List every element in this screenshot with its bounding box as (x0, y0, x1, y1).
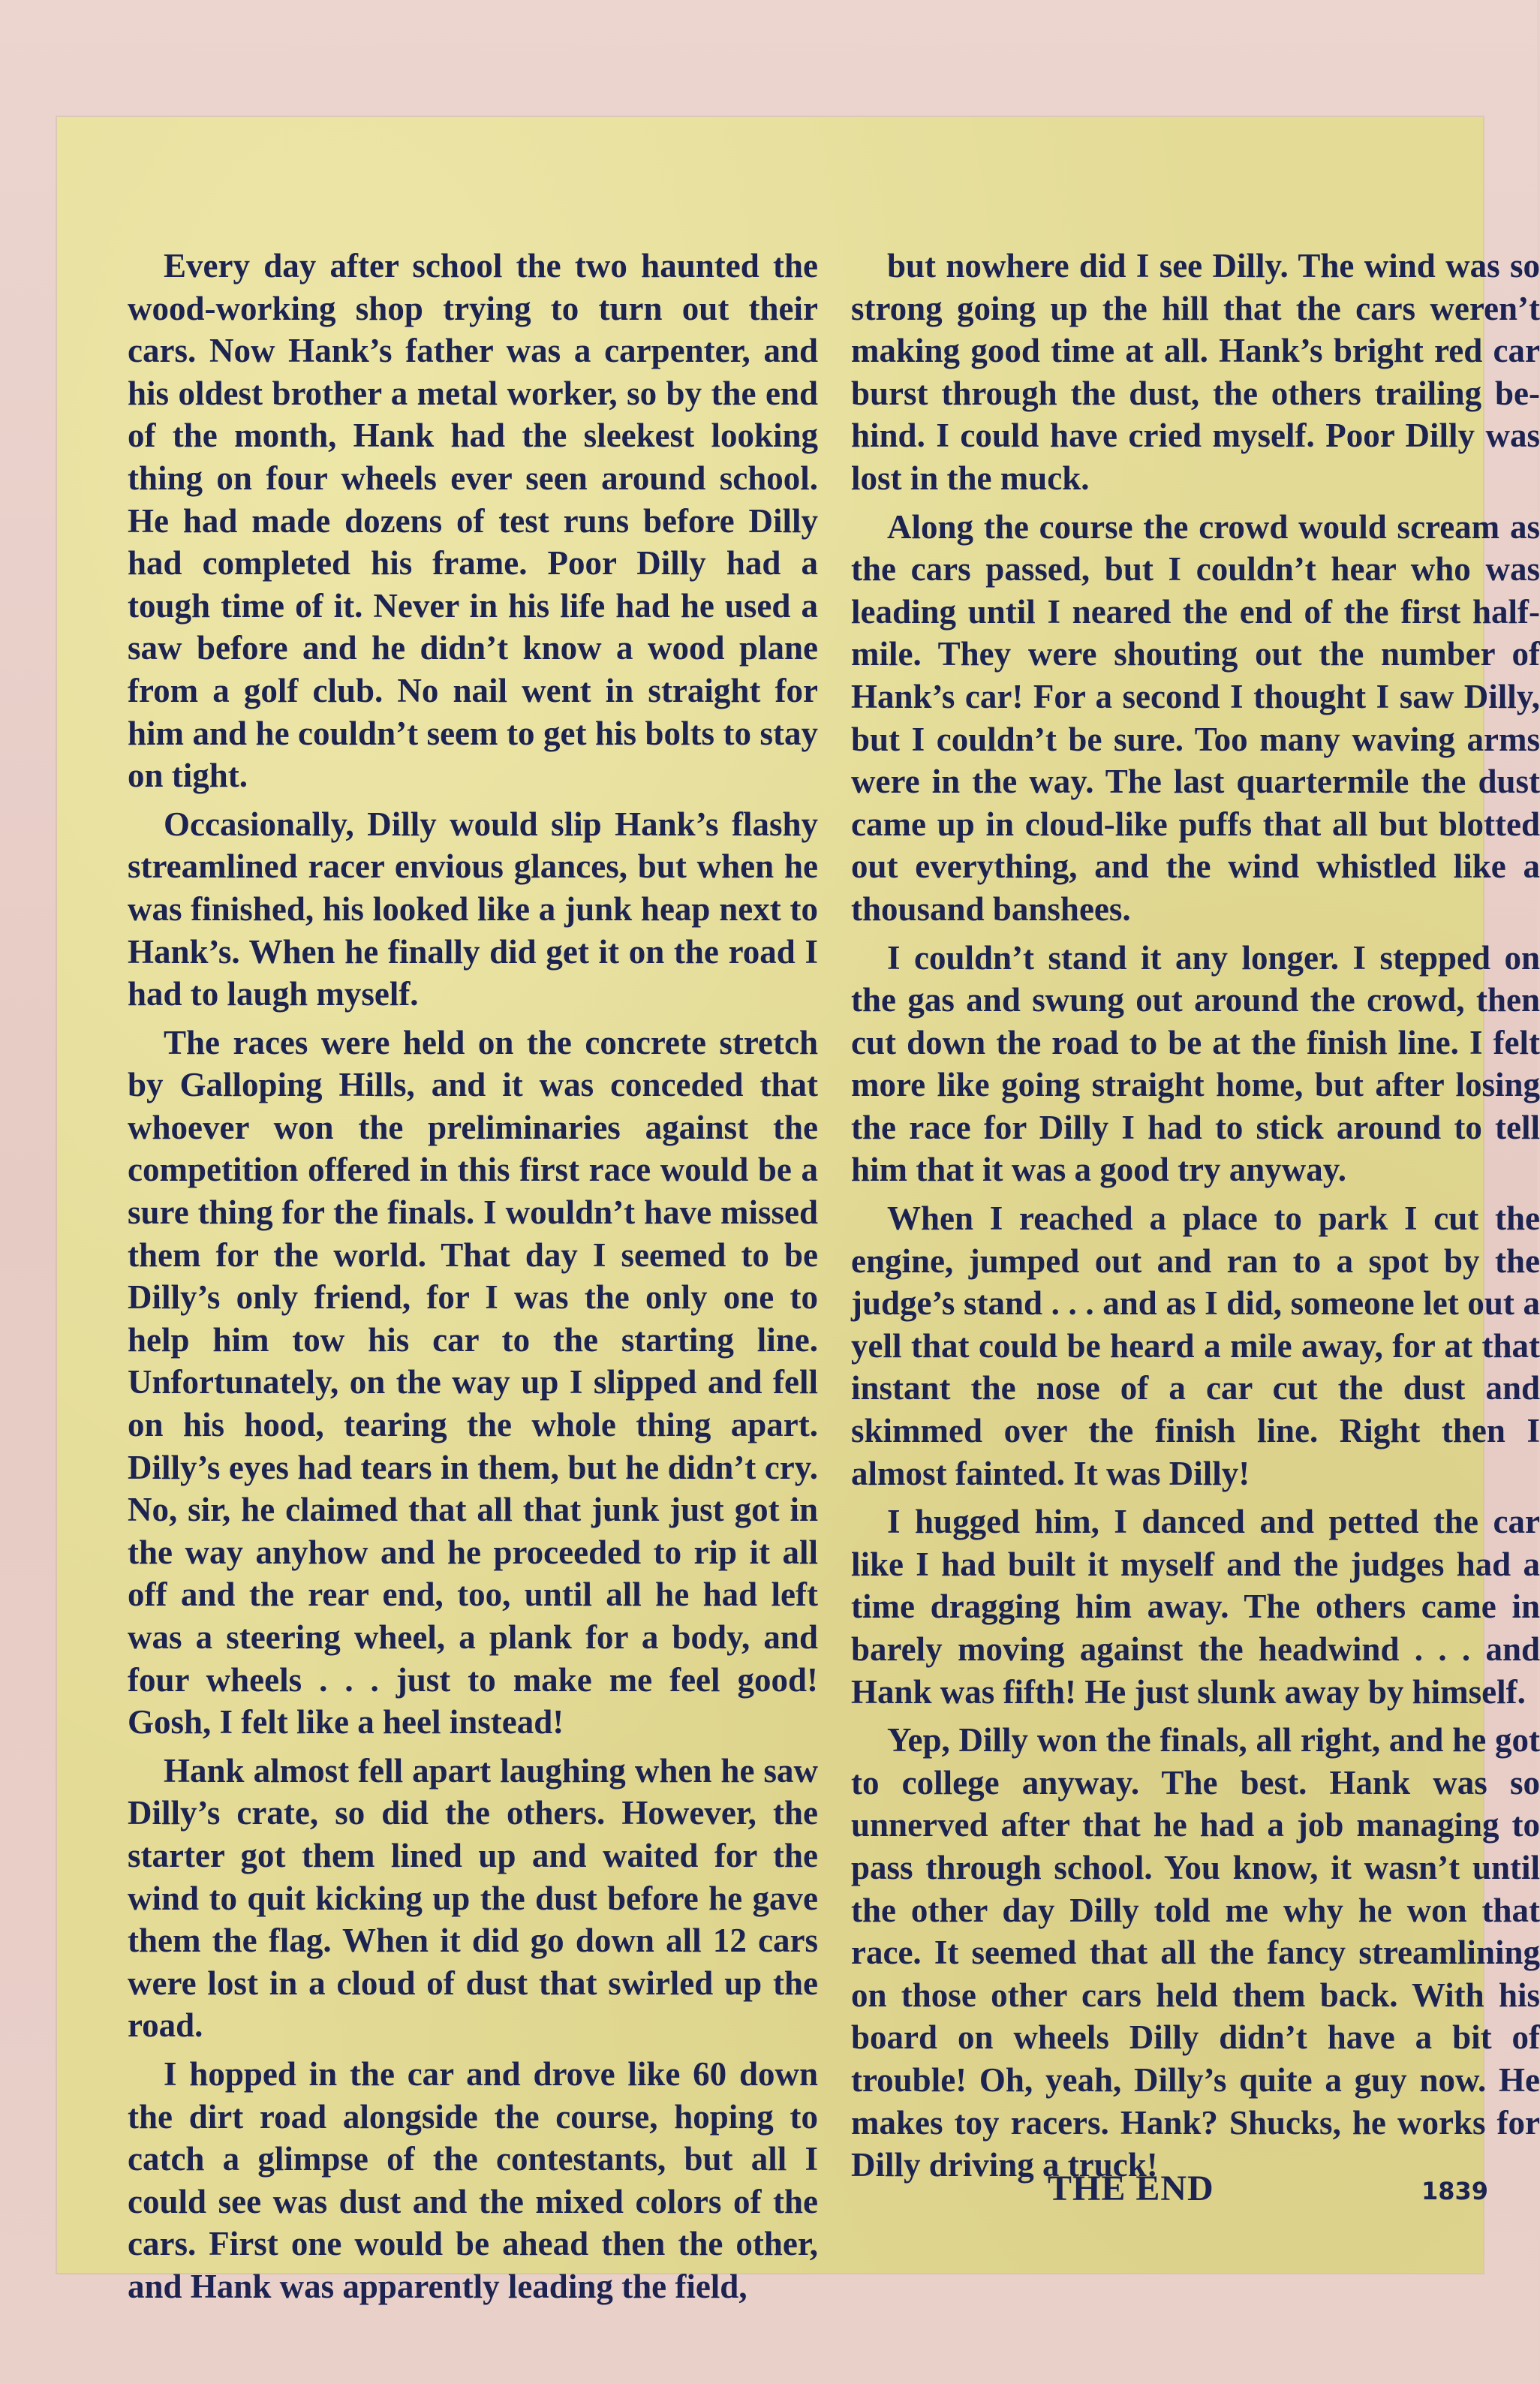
right-column (851, 245, 1540, 2193)
paragraph: I hugged him, I danced and petted the car like I had built it myself and the judges had a time dragging him away. The others came in barely moving against the headwind . . . and Hank was fifth! He just slunk away by himself. (851, 1503, 1540, 1711)
page-number: 1839 (1421, 2177, 1489, 2205)
paragraph: When I reached a place to park I cut the engine, jumped out and ran to a spot by the judge’s stand . . . and as I did, someone let out a yell that could be heard a mile away, for at that instant the nose of a car cut the dust and skimmed over the finish line. Right then I almost fainted. It was Dilly! (851, 1200, 1540, 1492)
left-column (128, 245, 818, 2314)
paragraph: Along the course the crowd would scream as the cars passed, but I couldn’t hear who was leading until I neared the end of the first halfmile. They were shouting out the number of Hank’s car! For a second I thought I saw Dilly, but I couldn’t be sure. Too many waving arms were in the way. The last quartermile the dust came up in cloud-like puffs that all but blotted out everything, and the wind whistled like a thousand banshees. (851, 507, 1540, 928)
paragraph: Hank almost fell apart laughing when he saw Dilly’s crate, so did the others. However, the starter got them lined up and waited for the wind to quit kicking up the dust before he gave them the flag. When it did go down all 12 cars were lost in a cloud of dust that swirled up the road. (128, 1751, 818, 2045)
the-end-label: THE END (1048, 2169, 1214, 2208)
paragraph: Every day after school the two haunted the wood-working shop trying to turn out their cars. Now Hank’s father was a carpenter, and his oldest brother a metal worker, so by the end of the month, Hank had the sleekest looking thing on four wheels ever seen around school. He had made dozens of test runs before Dilly had completed his frame. Poor Dilly had a tough time of it. Never in his life had he used a saw before and he didn’t know a wood plane from a golf club. No nail went in straight for him and he couldn’t seem to get his bolts to stay on tight. (128, 247, 818, 795)
paragraph: I couldn’t stand it any longer. I stepped on the gas and swung out around the crowd, then cut down the road to be at the finish line. I felt more like going straight home, but after losing the race for Dilly I had to stick around to tell him that it was a good try anyway. (851, 938, 1540, 1189)
paragraph: Occasionally, Dilly would slip Hank’s flashy streamlined racer envious glances, but when he was finished, his looked like a junk heap next to Hank’s. When he finally did get it on the road I had to laugh myself. (128, 805, 818, 1013)
text-panel (57, 117, 1540, 2305)
paragraph: I hopped in the car and drove like 60 down the dirt road alongside the course, hoping to catch a glimpse of the contestants, but all I could see was dust and the mixed colors of the cars. First one would be ahead then the other, and Hank was apparently leading the field, (128, 2054, 818, 2305)
paragraph: Yep, Dilly won the finals, all right, and he got to college anyway. The best. Hank was so unnerved after that he had a job managing to pass through school. You know, it wasn’t until the other day Dilly told me why he won that race. It seemed that all the fancy streamlining on those other cars held them back. With his board on wheels Dilly didn’t have a bit of trouble! Oh, yeah, Dilly’s quite a guy now. He makes toy racers. Hank? Shucks, he works for Dilly driving a truck! (851, 1721, 1540, 2184)
paragraph: The races were held on the concrete stretch by Galloping Hills, and it was conceded that whoever won the preliminaries against the competition offered in this first race would be a sure thing for the finals. I wouldn’t have missed them for the world. That day I seemed to be Dilly’s only friend, for I was the only one to help him tow his car to the starting line. Unfortunately, on the way up I slipped and fell on his hood, tearing the whole thing apart. Dilly’s eyes had tears in them, but he didn’t cry. No, sir, he claimed that all that junk just got in the way anyhow and he proceeded to rip it all off and the rear end, too, until all he had left was a steering wheel, a plank for a body, and four wheels . . . just to make me feel good! Gosh, I felt like a heel instead! (128, 1023, 818, 1741)
paragraph: but nowhere did I see Dilly. The wind was so strong going up the hill that the cars weren’t making good time at all. Hank’s bright red car burst through the dust, the others trailing behind. I could have cried myself. Poor Dilly was lost in the muck. (851, 247, 1540, 497)
